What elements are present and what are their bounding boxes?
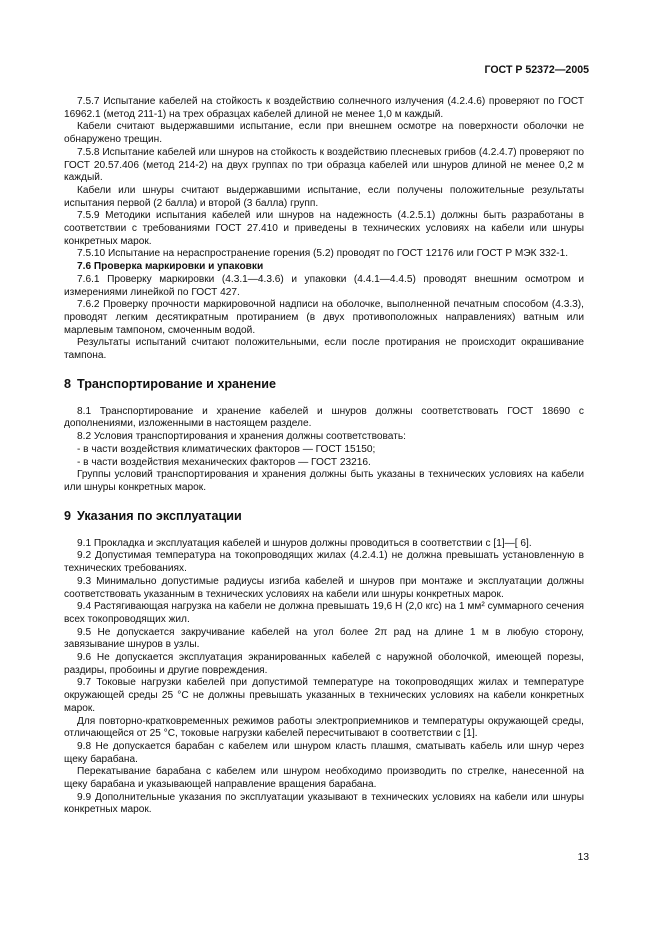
paragraph: 9.9 Дополнительные указания по эксплуатации указывают в технических условиях на кабели или шнуры конкретных марок.	[64, 791, 584, 816]
section-heading-9	[64, 509, 584, 524]
paragraph: Перекатывание барабана с кабелем или шнуром необходимо производить по стрелке, нанесенной на щеку барабана и указывающей направление вращения барабана.	[64, 766, 584, 791]
paragraph: Группы условий транспортирования и хранения должны быть указаны в технических условиях на кабели или шнуры конкретных марок.	[64, 469, 584, 493]
paragraph: 8.1 Транспортирование и хранение кабелей и шнуров должны соответствовать ГОСТ 18690 с дополнениями, изложенными в настоящем разделе.	[64, 405, 584, 430]
paragraph: 9.5 Не допускается закручивание кабелей на угол более 2π рад на длине 1 м в любую сторону, завязывание шнуров в узлы.	[64, 626, 584, 651]
list-item: - в части воздействия механических факторов — ГОСТ 23216.	[77, 456, 371, 468]
paragraph: 9.4 Растягивающая нагрузка на кабели не должна превышать 19,6 Н (2,0 кгс) на 1 мм² суммарного сечения всех токопроводящих жил.	[64, 601, 584, 625]
document-header: ГОСТ Р 52372—2005	[484, 64, 589, 76]
paragraph: 9.8 Не допускается барабан с кабелем или шнуром класть плашмя, сматывать кабель или шнур через щеку барабана.	[64, 740, 584, 765]
paragraph: 9.1 Прокладка и эксплуатация кабелей и шнуров должны проводиться в соответствии с [1]—[ 6].	[77, 537, 532, 549]
paragraph: Кабели или шнуры считают выдержавшими испытание, если получены положительные результаты испытания первой (2 балла) и второй (3 балла) групп.	[64, 184, 584, 209]
paragraph: 9.6 Не допускается эксплуатация экранированных кабелей с наружной оболочкой, имеющей порезы, раздиры, пробоины и другие повреждения.	[64, 652, 584, 676]
paragraph: 7.6.1 Проверку маркировки (4.3.1—4.3.6) и упаковки (4.4.1—4.4.5) проводят внешним осмотром и измерениями линейкой по ГОСТ 427.	[64, 273, 584, 298]
paragraph: 9.7 Токовые нагрузки кабелей при допустимой температуре на токопроводящих жилах и температуре окружающей среды 25 °С не должны превышать указанных в технических условиях на кабели конкретных марок.	[64, 677, 584, 714]
paragraph: 7.5.9 Методики испытания кабелей или шнуров на надежность (4.2.5.1) должны быть разработаны в соответствии с требованиями ГОСТ 27.410 и приведены в технических условиях на кабели или шнуры конкретных марок.	[64, 210, 584, 247]
paragraph: 8.2 Условия транспортирования и хранения должны соответствовать:	[77, 431, 406, 443]
section-number: 8	[64, 376, 72, 391]
list-item: - в части воздействия климатических факторов — ГОСТ 15150;	[77, 443, 376, 455]
paragraph: 7.5.7 Испытание кабелей на стойкость к воздействию солнечного излучения (4.2.4.6) проверяют по ГОСТ 16962.1 (метод 211-1) на трех образцах кабелей длиной не менее 1,0 м каждый.	[64, 96, 584, 120]
paragraph: 9.3 Минимально допустимые радиусы изгиба кабелей и шнуров при монтаже и эксплуатации должны соответствовать указанным в технических условиях на кабели или шнуры конкретных марок.	[64, 575, 584, 600]
page-content	[64, 96, 584, 817]
paragraph: Кабели считают выдержавшими испытание, если при внешнем осмотре на поверхности оболочки не обнаружено трещин.	[64, 121, 584, 146]
section-number: 9	[64, 508, 72, 523]
paragraph: Результаты испытаний считают положительными, если после протирания не происходит окрашивание тампона.	[64, 337, 584, 362]
paragraph: 7.5.10 Испытание на нераспространение горения (5.2) проводят по ГОСТ 12176 или ГОСТ Р МЭК 332-1.	[77, 248, 569, 260]
subsection-heading: 7.6 Проверка маркировки и упаковки	[77, 261, 264, 273]
section-heading-8	[64, 377, 584, 392]
paragraph: Для повторно-кратковременных режимов работы электроприемников и температуры окружающей среды, отличающейся от 25 °С, токовые нагрузки кабелей пересчитывают в соответствии с [1].	[64, 715, 584, 740]
paragraph: 7.6.2 Проверку прочности маркировочной надписи на оболочке, выполненной печатным способом (4.3.3), проводят легким десятикратным протиранием (в двух противоположных направлениях) ватным или марлевым тампоном, смоченным водой.	[64, 299, 584, 336]
paragraph: 7.5.8 Испытание кабелей или шнуров на стойкость к воздействию плесневых грибов (4.2.4.7) проверяют по ГОСТ 20.57.406 (метод 214-2) на двух группах по три образца кабелей или шнуров длиной не менее 0,2 м каждый.	[64, 146, 584, 184]
page-number: 13	[577, 852, 589, 863]
section-title: Транспортирование и хранение	[77, 376, 276, 391]
paragraph: 9.2 Допустимая температура на токопроводящих жилах (4.2.4.1) не должна превышать установленную в технических требованиях.	[64, 550, 584, 575]
section-title: Указания по эксплуатации	[77, 508, 242, 523]
